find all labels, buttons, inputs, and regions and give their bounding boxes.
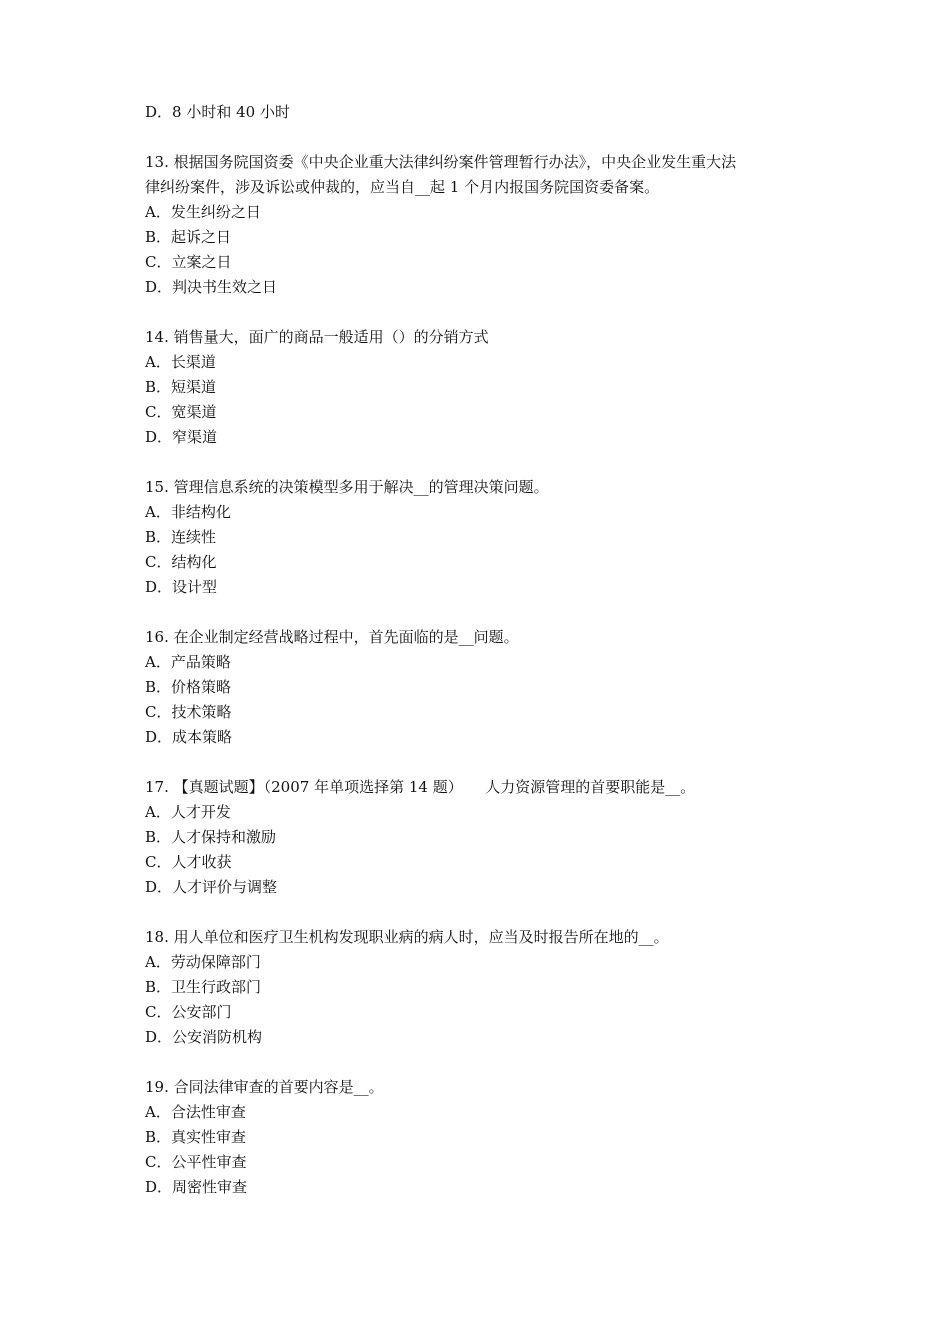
question-block bbox=[145, 775, 825, 925]
option-line bbox=[145, 225, 825, 250]
option-text: 短渠道 bbox=[171, 378, 217, 396]
option-line bbox=[145, 550, 825, 575]
question-list bbox=[145, 150, 825, 1200]
option-text: 卫生行政部门 bbox=[171, 978, 262, 996]
question-block bbox=[145, 150, 825, 325]
option-text: 公安部门 bbox=[171, 1003, 232, 1021]
option-letter: C． bbox=[145, 703, 172, 721]
option-letter: D． bbox=[145, 428, 173, 446]
question-block bbox=[145, 1075, 825, 1200]
option-text: 立案之日 bbox=[171, 253, 232, 271]
option-text: 人才收获 bbox=[171, 853, 232, 871]
option-line bbox=[145, 275, 825, 300]
option-line bbox=[145, 800, 825, 825]
option-letter: D． bbox=[145, 728, 173, 746]
option-text: 合法性审查 bbox=[170, 1103, 246, 1121]
option-text: 连续性 bbox=[171, 528, 217, 546]
option-text: 长渠道 bbox=[170, 353, 216, 371]
option-text: 劳动保障部门 bbox=[170, 953, 261, 971]
option-text: 判决书生效之日 bbox=[172, 278, 278, 296]
option-text: 真实性审查 bbox=[171, 1128, 247, 1146]
spacer bbox=[145, 450, 825, 475]
option-line bbox=[145, 575, 825, 600]
option-letter: A． bbox=[145, 1103, 171, 1121]
spacer bbox=[145, 1050, 825, 1075]
spacer bbox=[145, 300, 825, 325]
question-text: 16. 在企业制定经营战略过程中，首先面临的是__问题。 bbox=[145, 628, 519, 646]
option-line bbox=[145, 525, 825, 550]
option-line bbox=[145, 875, 825, 900]
option-letter: C． bbox=[145, 853, 172, 871]
option-line bbox=[145, 500, 825, 525]
question-text: 19. 合同法律审查的首要内容是__。 bbox=[145, 1078, 384, 1096]
option-line bbox=[145, 650, 825, 675]
option-line bbox=[145, 1000, 825, 1025]
spacer bbox=[145, 900, 825, 925]
option-letter: B． bbox=[145, 978, 172, 996]
option-text: 价格策略 bbox=[171, 678, 232, 696]
question-text: 14. 销售量大，面广的商品一般适用（）的分销方式 bbox=[145, 328, 489, 346]
option-line bbox=[145, 1150, 825, 1175]
question-text: 17. 【真题试题】（2007 年单项选择第 14 题） 人力资源管理的首要职能是__。 bbox=[145, 778, 696, 796]
option-line bbox=[145, 1025, 825, 1050]
option-text: 设计型 bbox=[172, 578, 218, 596]
option-line bbox=[145, 1100, 825, 1125]
option-letter: C． bbox=[145, 1153, 172, 1171]
spacer bbox=[145, 125, 825, 150]
option-line bbox=[145, 425, 825, 450]
question-block bbox=[145, 925, 825, 1075]
option-text: 公平性审查 bbox=[171, 1153, 247, 1171]
option-letter: D． bbox=[145, 878, 173, 896]
question-block bbox=[145, 475, 825, 625]
option-text: 技术策略 bbox=[171, 703, 232, 721]
option-text: 公安消防机构 bbox=[172, 1028, 263, 1046]
option-letter: A． bbox=[145, 653, 171, 671]
option-text: 产品策略 bbox=[170, 653, 231, 671]
option-line bbox=[145, 725, 825, 750]
option-letter: A． bbox=[145, 503, 171, 521]
option-text: 成本策略 bbox=[172, 728, 233, 746]
option-line bbox=[145, 350, 825, 375]
option-letter: D． bbox=[145, 1028, 173, 1046]
option-letter: B． bbox=[145, 828, 172, 846]
option-letter: B． bbox=[145, 678, 172, 696]
option-letter: B． bbox=[145, 528, 172, 546]
question-text: 律纠纷案件，涉及诉讼或仲裁的，应当自__起 1 个月内报国务院国资委备案。 bbox=[145, 178, 660, 196]
option-letter: A． bbox=[145, 953, 171, 971]
option-text: 人才保持和激励 bbox=[171, 828, 277, 846]
option-line bbox=[145, 950, 825, 975]
option-letter: D． bbox=[145, 1178, 173, 1196]
option-letter: A． bbox=[145, 353, 171, 371]
option-letter: C． bbox=[145, 553, 172, 571]
question-block bbox=[145, 625, 825, 775]
option-line bbox=[145, 825, 825, 850]
question-block bbox=[145, 325, 825, 475]
option-text: 宽渠道 bbox=[171, 403, 217, 421]
option-letter: D． bbox=[145, 278, 173, 296]
question-text: 18. 用人单位和医疗卫生机构发现职业病的病人时，应当及时报告所在地的__。 bbox=[145, 928, 669, 946]
option-line bbox=[145, 1175, 825, 1200]
option-letter: A． bbox=[145, 803, 171, 821]
option-text: 发生纠纷之日 bbox=[170, 203, 261, 221]
option-line bbox=[145, 200, 825, 225]
option-line bbox=[145, 400, 825, 425]
option-text: 窄渠道 bbox=[172, 428, 218, 446]
option-letter: C． bbox=[145, 1003, 172, 1021]
option-letter: D． bbox=[145, 103, 173, 121]
document-page bbox=[145, 100, 825, 1200]
option-line bbox=[145, 975, 825, 1000]
option-line bbox=[145, 250, 825, 275]
option-letter: B． bbox=[145, 228, 172, 246]
option-letter: B． bbox=[145, 1128, 172, 1146]
option-text: 人才开发 bbox=[170, 803, 231, 821]
option-letter: A． bbox=[145, 203, 171, 221]
spacer bbox=[145, 600, 825, 625]
option-text: 人才评价与调整 bbox=[172, 878, 278, 896]
option-letter: C． bbox=[145, 253, 172, 271]
option-letter: D． bbox=[145, 578, 173, 596]
option-text: 结构化 bbox=[171, 553, 217, 571]
question-text: 15. 管理信息系统的决策模型多用于解决__的管理决策问题。 bbox=[145, 478, 549, 496]
option-line bbox=[145, 850, 825, 875]
option-line bbox=[145, 375, 825, 400]
option-text: 周密性审查 bbox=[172, 1178, 248, 1196]
option-line bbox=[145, 700, 825, 725]
option-text: 8 小时和 40 小时 bbox=[172, 103, 290, 121]
question-text: 13. 根据国务院国资委《中央企业重大法律纠纷案件管理暂行办法》，中央企业发生重大法 bbox=[145, 153, 737, 171]
option-line bbox=[145, 1125, 825, 1150]
option-letter: C． bbox=[145, 403, 172, 421]
option-text: 非结构化 bbox=[170, 503, 231, 521]
option-text: 起诉之日 bbox=[171, 228, 232, 246]
option-letter: B． bbox=[145, 378, 172, 396]
option-line bbox=[145, 100, 825, 125]
spacer bbox=[145, 750, 825, 775]
option-line bbox=[145, 675, 825, 700]
